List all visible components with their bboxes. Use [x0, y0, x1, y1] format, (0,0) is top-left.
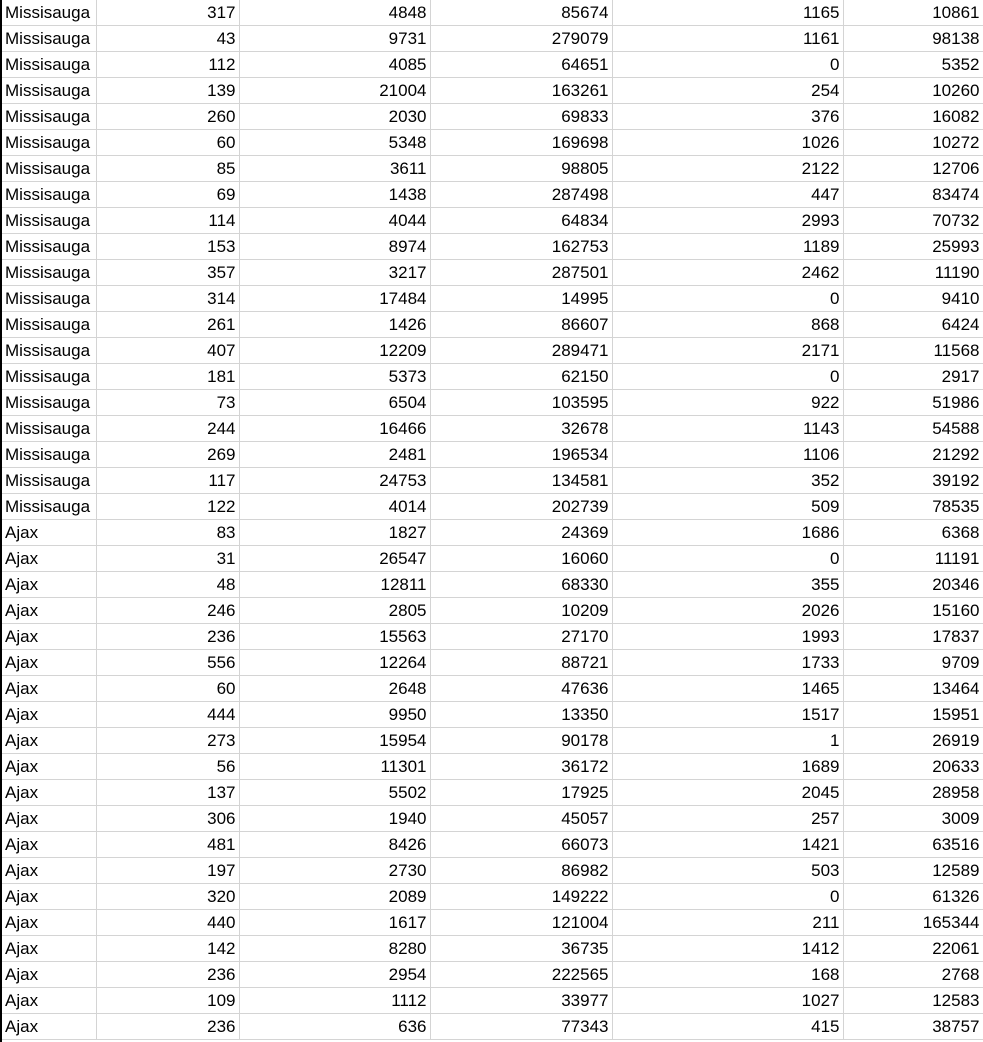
table-row	[2, 52, 983, 78]
value-cell[interactable]: 64651	[430, 52, 612, 78]
value-cell[interactable]: 1421	[612, 832, 843, 858]
value-cell[interactable]: 83	[96, 520, 239, 546]
city-cell[interactable]: Missisauga	[2, 338, 96, 364]
city-cell[interactable]: Ajax	[2, 910, 96, 936]
value-cell[interactable]: 83474	[843, 182, 983, 208]
value-cell[interactable]: 2730	[239, 858, 430, 884]
value-cell[interactable]: 5352	[843, 52, 983, 78]
value-cell[interactable]: 2030	[239, 104, 430, 130]
value-cell[interactable]: 33977	[430, 988, 612, 1014]
table-row	[2, 0, 983, 26]
city-cell[interactable]: Ajax	[2, 858, 96, 884]
value-cell[interactable]: 16082	[843, 104, 983, 130]
value-cell[interactable]: 9709	[843, 650, 983, 676]
value-cell[interactable]: 90178	[430, 728, 612, 754]
value-cell[interactable]: 1165	[612, 0, 843, 26]
value-cell[interactable]: 73	[96, 390, 239, 416]
value-cell[interactable]: 1689	[612, 754, 843, 780]
value-cell[interactable]: 287498	[430, 182, 612, 208]
value-cell[interactable]: 2026	[612, 598, 843, 624]
table-row	[2, 624, 983, 650]
value-cell[interactable]: 24369	[430, 520, 612, 546]
value-cell[interactable]: 257	[612, 806, 843, 832]
value-cell[interactable]: 2648	[239, 676, 430, 702]
value-cell[interactable]: 197	[96, 858, 239, 884]
value-cell[interactable]: 2805	[239, 598, 430, 624]
value-cell[interactable]: 1517	[612, 702, 843, 728]
value-cell[interactable]: 17925	[430, 780, 612, 806]
city-cell[interactable]: Ajax	[2, 624, 96, 650]
value-cell[interactable]: 14995	[430, 286, 612, 312]
city-cell[interactable]: Missisauga	[2, 390, 96, 416]
value-cell[interactable]: 85674	[430, 0, 612, 26]
value-cell[interactable]: 21004	[239, 78, 430, 104]
value-cell[interactable]: 440	[96, 910, 239, 936]
value-cell[interactable]: 86607	[430, 312, 612, 338]
value-cell[interactable]: 273	[96, 728, 239, 754]
table-row	[2, 780, 983, 806]
value-cell[interactable]: 103595	[430, 390, 612, 416]
value-cell[interactable]: 4044	[239, 208, 430, 234]
city-cell[interactable]: Missisauga	[2, 260, 96, 286]
value-cell[interactable]: 68330	[430, 572, 612, 598]
value-cell[interactable]: 2045	[612, 780, 843, 806]
value-cell[interactable]: 1426	[239, 312, 430, 338]
value-cell[interactable]: 137	[96, 780, 239, 806]
value-cell[interactable]: 10209	[430, 598, 612, 624]
value-cell[interactable]: 98805	[430, 156, 612, 182]
table-row	[2, 338, 983, 364]
table-row	[2, 598, 983, 624]
value-cell[interactable]: 169698	[430, 130, 612, 156]
city-cell[interactable]: Missisauga	[2, 130, 96, 156]
city-cell[interactable]: Missisauga	[2, 52, 96, 78]
value-cell[interactable]: 261	[96, 312, 239, 338]
value-cell[interactable]: 121004	[430, 910, 612, 936]
value-cell[interactable]: 134581	[430, 468, 612, 494]
value-cell[interactable]: 11301	[239, 754, 430, 780]
city-cell[interactable]: Missisauga	[2, 78, 96, 104]
city-cell[interactable]: Missisauga	[2, 234, 96, 260]
city-cell[interactable]: Ajax	[2, 832, 96, 858]
city-cell[interactable]: Ajax	[2, 936, 96, 962]
value-cell[interactable]: 2917	[843, 364, 983, 390]
value-cell[interactable]: 287501	[430, 260, 612, 286]
value-cell[interactable]: 2481	[239, 442, 430, 468]
value-cell[interactable]: 376	[612, 104, 843, 130]
value-cell[interactable]: 2122	[612, 156, 843, 182]
city-cell[interactable]: Missisauga	[2, 156, 96, 182]
table-row	[2, 546, 983, 572]
value-cell[interactable]: 636	[239, 1014, 430, 1040]
value-cell[interactable]: 163261	[430, 78, 612, 104]
city-cell[interactable]: Missisauga	[2, 312, 96, 338]
value-cell[interactable]: 0	[612, 364, 843, 390]
value-cell[interactable]: 62150	[430, 364, 612, 390]
table-row	[2, 1014, 983, 1040]
city-cell[interactable]: Missisauga	[2, 364, 96, 390]
value-cell[interactable]: 21292	[843, 442, 983, 468]
value-cell[interactable]: 269	[96, 442, 239, 468]
table-row	[2, 754, 983, 780]
value-cell[interactable]: 114	[96, 208, 239, 234]
value-cell[interactable]: 556	[96, 650, 239, 676]
value-cell[interactable]: 63516	[843, 832, 983, 858]
value-cell[interactable]: 3217	[239, 260, 430, 286]
value-cell[interactable]: 8974	[239, 234, 430, 260]
table-row	[2, 442, 983, 468]
value-cell[interactable]: 1027	[612, 988, 843, 1014]
value-cell[interactable]: 25993	[843, 234, 983, 260]
value-cell[interactable]: 4848	[239, 0, 430, 26]
value-cell[interactable]: 26547	[239, 546, 430, 572]
value-cell[interactable]: 246	[96, 598, 239, 624]
value-cell[interactable]: 15563	[239, 624, 430, 650]
value-cell[interactable]: 48	[96, 572, 239, 598]
city-cell[interactable]: Ajax	[2, 754, 96, 780]
table-row	[2, 520, 983, 546]
table-row	[2, 468, 983, 494]
city-cell[interactable]: Ajax	[2, 1014, 96, 1040]
value-cell[interactable]: 78535	[843, 494, 983, 520]
value-cell[interactable]: 289471	[430, 338, 612, 364]
value-cell[interactable]: 109	[96, 988, 239, 1014]
value-cell[interactable]: 168	[612, 962, 843, 988]
value-cell[interactable]: 1161	[612, 26, 843, 52]
table-row	[2, 208, 983, 234]
value-cell[interactable]: 6424	[843, 312, 983, 338]
value-cell[interactable]: 0	[612, 546, 843, 572]
value-cell[interactable]: 12264	[239, 650, 430, 676]
sheet-left-border	[0, 0, 2, 1042]
value-cell[interactable]: 11568	[843, 338, 983, 364]
value-cell[interactable]: 320	[96, 884, 239, 910]
value-cell[interactable]: 27170	[430, 624, 612, 650]
city-cell[interactable]: Ajax	[2, 728, 96, 754]
value-cell[interactable]: 17837	[843, 624, 983, 650]
value-cell[interactable]: 2089	[239, 884, 430, 910]
table-row	[2, 702, 983, 728]
value-cell[interactable]: 1940	[239, 806, 430, 832]
city-cell[interactable]: Ajax	[2, 988, 96, 1014]
table-row	[2, 832, 983, 858]
value-cell[interactable]: 181	[96, 364, 239, 390]
value-cell[interactable]: 17484	[239, 286, 430, 312]
city-cell[interactable]: Missisauga	[2, 442, 96, 468]
value-cell[interactable]: 60	[96, 676, 239, 702]
table-row	[2, 26, 983, 52]
table-row	[2, 676, 983, 702]
table-row	[2, 494, 983, 520]
value-cell[interactable]: 5373	[239, 364, 430, 390]
value-cell[interactable]: 355	[612, 572, 843, 598]
value-cell[interactable]: 149222	[430, 884, 612, 910]
value-cell[interactable]: 1733	[612, 650, 843, 676]
value-cell[interactable]: 15160	[843, 598, 983, 624]
value-cell[interactable]: 6504	[239, 390, 430, 416]
city-cell[interactable]: Ajax	[2, 546, 96, 572]
value-cell[interactable]: 1438	[239, 182, 430, 208]
table-row	[2, 884, 983, 910]
value-cell[interactable]: 0	[612, 52, 843, 78]
city-cell[interactable]: Ajax	[2, 780, 96, 806]
value-cell[interactable]: 36735	[430, 936, 612, 962]
value-cell[interactable]: 24753	[239, 468, 430, 494]
value-cell[interactable]: 211	[612, 910, 843, 936]
city-cell[interactable]: Missisauga	[2, 208, 96, 234]
value-cell[interactable]: 2768	[843, 962, 983, 988]
value-cell[interactable]: 254	[612, 78, 843, 104]
value-cell[interactable]: 51986	[843, 390, 983, 416]
value-cell[interactable]: 64834	[430, 208, 612, 234]
city-cell[interactable]: Missisauga	[2, 286, 96, 312]
value-cell[interactable]: 112	[96, 52, 239, 78]
table-row	[2, 260, 983, 286]
value-cell[interactable]: 5348	[239, 130, 430, 156]
value-cell[interactable]: 9950	[239, 702, 430, 728]
value-cell[interactable]: 8280	[239, 936, 430, 962]
value-cell[interactable]: 10861	[843, 0, 983, 26]
value-cell[interactable]: 139	[96, 78, 239, 104]
city-cell[interactable]: Ajax	[2, 598, 96, 624]
value-cell[interactable]: 314	[96, 286, 239, 312]
value-cell[interactable]: 20346	[843, 572, 983, 598]
value-cell[interactable]: 922	[612, 390, 843, 416]
value-cell[interactable]: 2462	[612, 260, 843, 286]
value-cell[interactable]: 0	[612, 286, 843, 312]
value-cell[interactable]: 36172	[430, 754, 612, 780]
value-cell[interactable]: 43	[96, 26, 239, 52]
value-cell[interactable]: 1617	[239, 910, 430, 936]
table-row	[2, 650, 983, 676]
table-row	[2, 572, 983, 598]
value-cell[interactable]: 4014	[239, 494, 430, 520]
value-cell[interactable]: 279079	[430, 26, 612, 52]
table-row	[2, 858, 983, 884]
table-row	[2, 364, 983, 390]
city-cell[interactable]: Missisauga	[2, 468, 96, 494]
value-cell[interactable]: 56	[96, 754, 239, 780]
data-grid	[2, 0, 983, 1040]
value-cell[interactable]: 13464	[843, 676, 983, 702]
value-cell[interactable]: 236	[96, 1014, 239, 1040]
value-cell[interactable]: 1827	[239, 520, 430, 546]
value-cell[interactable]: 306	[96, 806, 239, 832]
value-cell[interactable]: 61326	[843, 884, 983, 910]
table-row	[2, 286, 983, 312]
value-cell[interactable]: 1993	[612, 624, 843, 650]
value-cell[interactable]: 142	[96, 936, 239, 962]
value-cell[interactable]: 117	[96, 468, 239, 494]
city-cell[interactable]: Ajax	[2, 520, 96, 546]
value-cell[interactable]: 222565	[430, 962, 612, 988]
value-cell[interactable]: 352	[612, 468, 843, 494]
table-row	[2, 962, 983, 988]
table-row	[2, 78, 983, 104]
value-cell[interactable]: 2993	[612, 208, 843, 234]
table-row	[2, 936, 983, 962]
value-cell[interactable]: 32678	[430, 416, 612, 442]
value-cell[interactable]: 12811	[239, 572, 430, 598]
value-cell[interactable]: 153	[96, 234, 239, 260]
city-cell[interactable]: Ajax	[2, 884, 96, 910]
city-cell[interactable]: Missisauga	[2, 104, 96, 130]
value-cell[interactable]: 70732	[843, 208, 983, 234]
value-cell[interactable]: 444	[96, 702, 239, 728]
value-cell[interactable]: 45057	[430, 806, 612, 832]
value-cell[interactable]: 1412	[612, 936, 843, 962]
value-cell[interactable]: 481	[96, 832, 239, 858]
value-cell[interactable]: 1465	[612, 676, 843, 702]
grid-body	[2, 0, 983, 1040]
value-cell[interactable]: 15954	[239, 728, 430, 754]
value-cell[interactable]: 1189	[612, 234, 843, 260]
city-cell[interactable]: Missisauga	[2, 26, 96, 52]
value-cell[interactable]: 357	[96, 260, 239, 286]
value-cell[interactable]: 3009	[843, 806, 983, 832]
value-cell[interactable]: 202739	[430, 494, 612, 520]
value-cell[interactable]: 1106	[612, 442, 843, 468]
value-cell[interactable]: 407	[96, 338, 239, 364]
value-cell[interactable]: 22061	[843, 936, 983, 962]
value-cell[interactable]: 12209	[239, 338, 430, 364]
value-cell[interactable]: 11190	[843, 260, 983, 286]
table-row	[2, 156, 983, 182]
city-cell[interactable]: Ajax	[2, 650, 96, 676]
value-cell[interactable]: 236	[96, 624, 239, 650]
value-cell[interactable]: 38757	[843, 1014, 983, 1040]
value-cell[interactable]: 16466	[239, 416, 430, 442]
table-row	[2, 988, 983, 1014]
value-cell[interactable]: 12589	[843, 858, 983, 884]
city-cell[interactable]: Missisauga	[2, 494, 96, 520]
value-cell[interactable]: 10272	[843, 130, 983, 156]
table-row	[2, 104, 983, 130]
value-cell[interactable]: 2171	[612, 338, 843, 364]
value-cell[interactable]: 162753	[430, 234, 612, 260]
value-cell[interactable]: 9410	[843, 286, 983, 312]
value-cell[interactable]: 196534	[430, 442, 612, 468]
value-cell[interactable]: 12706	[843, 156, 983, 182]
value-cell[interactable]: 165344	[843, 910, 983, 936]
value-cell[interactable]: 503	[612, 858, 843, 884]
city-cell[interactable]: Ajax	[2, 962, 96, 988]
table-row	[2, 806, 983, 832]
value-cell[interactable]: 5502	[239, 780, 430, 806]
value-cell[interactable]: 509	[612, 494, 843, 520]
city-cell[interactable]: Ajax	[2, 572, 96, 598]
value-cell[interactable]: 85	[96, 156, 239, 182]
value-cell[interactable]: 28958	[843, 780, 983, 806]
value-cell[interactable]: 236	[96, 962, 239, 988]
city-cell[interactable]: Missisauga	[2, 416, 96, 442]
value-cell[interactable]: 69	[96, 182, 239, 208]
value-cell[interactable]: 88721	[430, 650, 612, 676]
value-cell[interactable]: 868	[612, 312, 843, 338]
value-cell[interactable]: 86982	[430, 858, 612, 884]
value-cell[interactable]: 1686	[612, 520, 843, 546]
city-cell[interactable]: Ajax	[2, 676, 96, 702]
value-cell[interactable]: 0	[612, 884, 843, 910]
value-cell[interactable]: 10260	[843, 78, 983, 104]
value-cell[interactable]: 1112	[239, 988, 430, 1014]
city-cell[interactable]: Missisauga	[2, 182, 96, 208]
value-cell[interactable]: 69833	[430, 104, 612, 130]
table-row	[2, 390, 983, 416]
value-cell[interactable]: 1	[612, 728, 843, 754]
value-cell[interactable]: 6368	[843, 520, 983, 546]
city-cell[interactable]: Ajax	[2, 702, 96, 728]
value-cell[interactable]: 8426	[239, 832, 430, 858]
value-cell[interactable]: 26919	[843, 728, 983, 754]
value-cell[interactable]: 13350	[430, 702, 612, 728]
value-cell[interactable]: 66073	[430, 832, 612, 858]
value-cell[interactable]: 31	[96, 546, 239, 572]
value-cell[interactable]: 12583	[843, 988, 983, 1014]
value-cell[interactable]: 39192	[843, 468, 983, 494]
value-cell[interactable]: 54588	[843, 416, 983, 442]
value-cell[interactable]: 60	[96, 130, 239, 156]
value-cell[interactable]: 122	[96, 494, 239, 520]
table-row	[2, 234, 983, 260]
value-cell[interactable]: 16060	[430, 546, 612, 572]
value-cell[interactable]: 20633	[843, 754, 983, 780]
value-cell[interactable]: 47636	[430, 676, 612, 702]
value-cell[interactable]: 415	[612, 1014, 843, 1040]
table-row	[2, 728, 983, 754]
table-row	[2, 130, 983, 156]
value-cell[interactable]: 2954	[239, 962, 430, 988]
value-cell[interactable]: 317	[96, 0, 239, 26]
value-cell[interactable]: 1026	[612, 130, 843, 156]
table-row	[2, 312, 983, 338]
value-cell[interactable]: 11191	[843, 546, 983, 572]
city-cell[interactable]: Ajax	[2, 806, 96, 832]
table-row	[2, 182, 983, 208]
value-cell[interactable]: 244	[96, 416, 239, 442]
value-cell[interactable]: 15951	[843, 702, 983, 728]
value-cell[interactable]: 98138	[843, 26, 983, 52]
table-row	[2, 416, 983, 442]
value-cell[interactable]: 9731	[239, 26, 430, 52]
value-cell[interactable]: 447	[612, 182, 843, 208]
value-cell[interactable]: 260	[96, 104, 239, 130]
city-cell[interactable]: Missisauga	[2, 0, 96, 26]
value-cell[interactable]: 4085	[239, 52, 430, 78]
value-cell[interactable]: 3611	[239, 156, 430, 182]
table-row	[2, 910, 983, 936]
value-cell[interactable]: 77343	[430, 1014, 612, 1040]
value-cell[interactable]: 1143	[612, 416, 843, 442]
